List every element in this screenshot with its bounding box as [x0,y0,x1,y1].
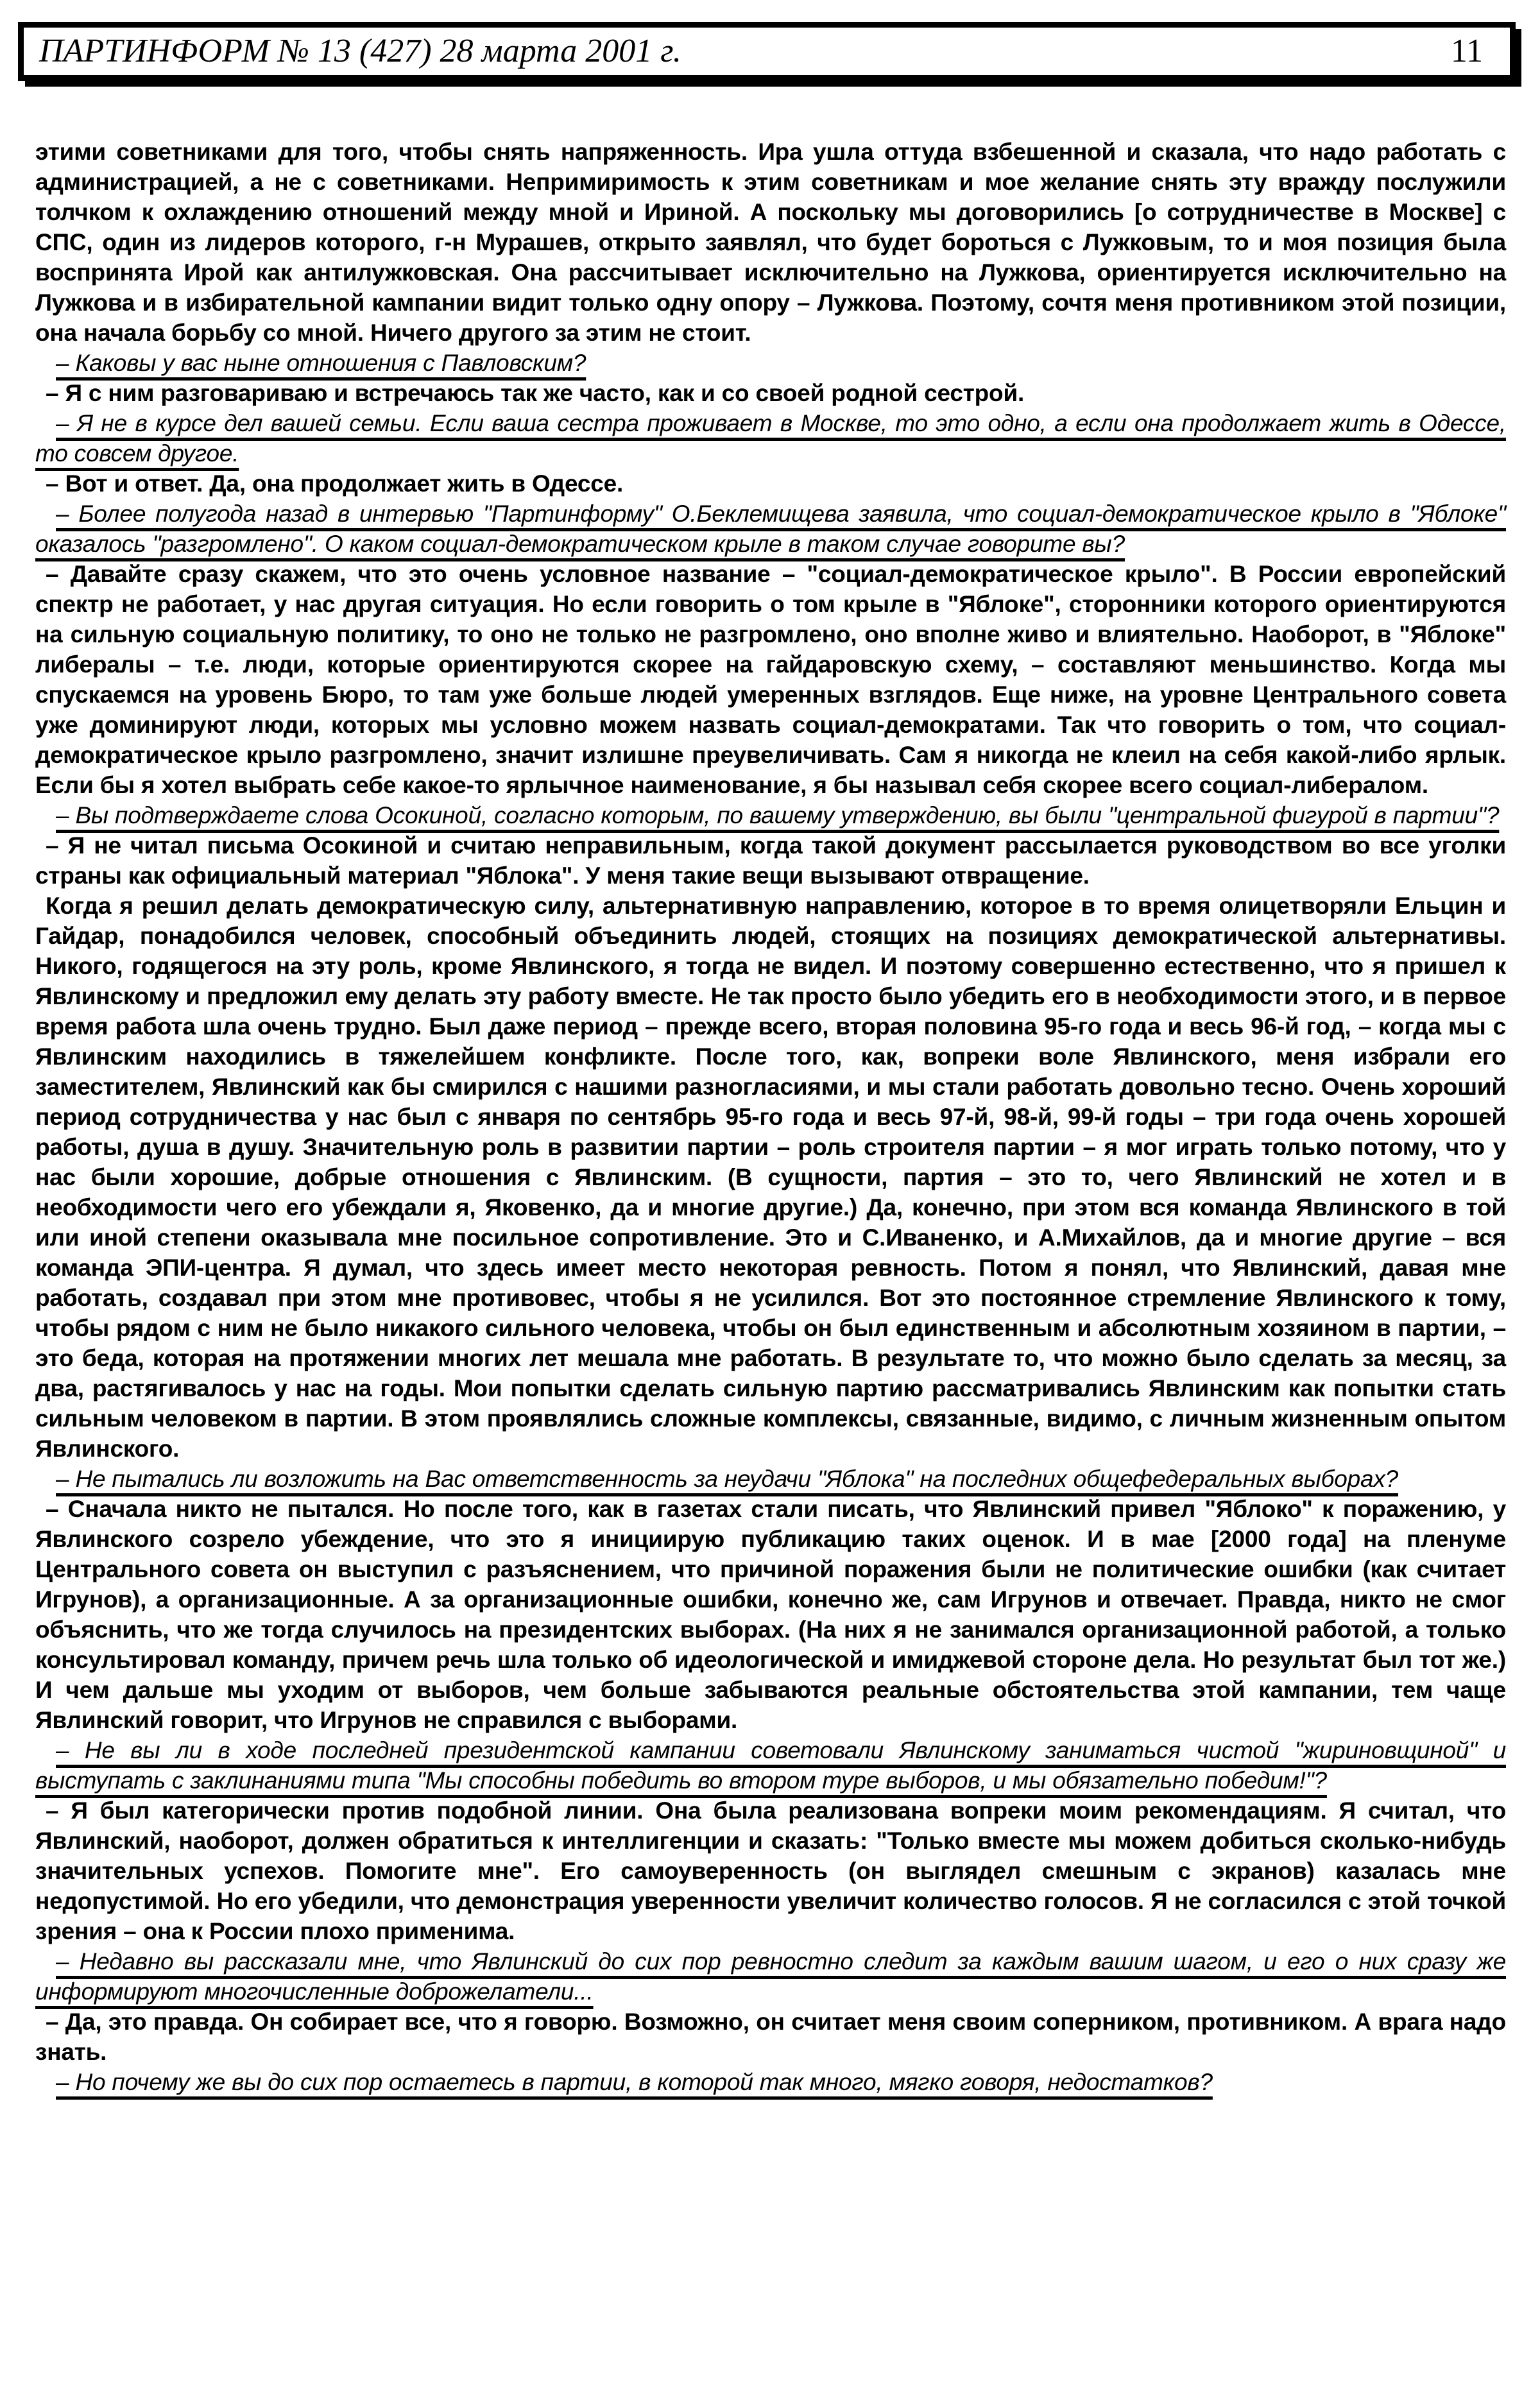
interview-question-2: – Я не в курсе дел вашей семьи. Если ваша сестра проживает в Москве, то это одно, а если она продолжает жить в Одессе, то совсем другое. [35,410,1506,467]
interview-answer-4b: Когда я решил делать демократическую силу, альтернативную направлению, которое в то время олицетворяли Ельцин и Гайдар, понадобился человек, способный объединить людей, стоящих на позициях демократической альтернативы. Никого, годящегося на эту роль, кроме Явлинского, я тогда не видел. И поэтому совершенно естественно, что я пришел к Явлинскому и предложил ему делать эту работу вместе. Не так просто было убедить его в необходимости этого, и в первое время работа шла очень трудно. Был даже период – прежде всего, вторая половина 95-го года и весь 96-й год, – когда мы с Явлинским находились в тяжелейшем конфликте. После того, как, вопреки воле Явлинского, меня избрали его заместителем, Явлинский как бы смирился с нашими разногласиями, и мы стали работать довольно тесно. Очень хороший период сотрудничества у нас был с января по сентябрь 95-го года и весь 97-й, 98-й, 99-й годы – три года очень хорошей работы, душа в душу. Значительную роль в развитии партии – роль строителя партии – я мог играть только потому, что у нас были хорошие, добрые отношения с Явлинским. (В сущности, партия – это то, чего Явлинский не хотел и в необходимости чего его убеждали я, Яковенко, да и многие другие.) Да, конечно, при этом вся команда Явлинского в той или иной степени оказывала мне посильное сопротивление. Это и С.Иваненко, и А.Михайлов, да и многие другие – вся команда ЭПИ-центра. Я думал, что здесь имеет место некоторая ревность. Потом я понял, что Явлинский, давая мне работать, создавал при этом мне противовес, чтобы я не усилился. Вот это постоянное стремление Явлинского к тому, чтобы рядом с ним не было никакого сильного человека, чтобы он был единственным и абсолютным хозяином в партии, – это беда, которая на протяжении многих лет мешала мне работать. В результате то, что можно было сделать за месяц, за два, растягивалось у нас на годы. Мои попытки сделать сильную партию рассматривались Явлинским как попытки стать сильным человеком в партии. В этом проявлялись сложные комплексы, связанные, видимо, с личным жизненным опытом Явлинского. [35,893,1506,1462]
article-body [35,137,1506,2097]
interview-answer-2: – Вот и ответ. Да, она продолжает жить в Одессе. [46,470,624,497]
interview-answer-continuation: этими советниками для того, чтобы снять напряженность. Ира ушла оттуда взбешенной и сказала, что надо работать с администрацией, а не с советниками. Непримиримость к этим советникам и мое желание снять эту вражду послужили толчком к охлаждению отношений между мной и Ириной. А поскольку мы договорились [о сотрудничестве в Москве] с СПС, один из лидеров которого, г-н Мурашев, открыто заявлял, что будет бороться с Лужковым, то и моя позиция была воспринята Ирой как антилужковская. Она рассчитывает исключительно на Лужкова, ориентируется исключительно на Лужкова и в избирательной кампании видит только одну опору – Лужкова. Поэтому, сочтя меня противником этой позиции, она начала борьбу со мной. Ничего другого за этим не стоит. [35,139,1506,346]
interview-question-4: – Вы подтверждаете слова Осокиной, согласно которым, по вашему утверждению, вы были "центральной фигурой в партии"? [56,802,1500,828]
interview-question-1: – Каковы у вас ныне отношения с Павловским? [56,350,586,376]
interview-answer-6: – Я был категорически против подобной линии. Она была реализована вопреки моим рекомендациям. Я считал, что Явлинский, наоборот, должен обратиться к интеллигенции и сказать: "Только вместе мы можем добиться сколько-нибудь значительных успехов. Помогите мне". Его самоуверенность (он выглядел смешным с экранов) казалась мне недопустимой. Но его убедили, что демонстрация уверенности увеличит количество голосов. Я не согласился с этой точкой зрения – она к России плохо применима. [35,1797,1506,1944]
interview-question-7: – Недавно вы рассказали мне, что Явлинский до сих пор ревностно следит за каждым вашим шагом, и его о них сразу же информируют многочисленные доброжелатели... [35,1948,1506,2005]
interview-answer-5: – Сначала никто не пытался. Но после того, как в газетах стали писать, что Явлинский привел "Яблоко" к поражению, у Явлинского созрело убеждение, что это я инициирую публикацию таких оценок. И в мае [2000 года] на пленуме Центрального совета он выступил с разъяснением, что причиной поражения были не политические ошибки (как считает Игрунов), а организационные. А за организационные ошибки, конечно же, сам Игрунов и отвечает. Правда, никто не смог объяснить, что же тогда случилось на президентских выборах. (На них я не занимался организационной работой, а только консультировал команду, причем речь шла только об идеологической и имиджевой стороне дела. Но результат был тот же.) И чем дальше мы уходим от выборов, чем больше забываются реальные обстоятельства этой кампании, тем чаще Явлинский говорит, что Игрунов не справился с выборами. [35,1496,1506,1733]
interview-answer-4a: – Я не читал письма Осокиной и считаю неправильным, когда такой документ рассылается руководством во все уголки страны как официальный материал "Яблока". У меня такие вещи вызывают отвращение. [35,832,1506,889]
interview-question-8: – Но почему же вы до сих пор остаетесь в партии, в которой так много, мягко говоря, недостатков? [56,2069,1213,2095]
interview-question-3: – Более полугода назад в интервью "Партинформу" О.Беклемищева заявила, что социал-демократическое крыло в "Яблоке" оказалось "разгромлено". О каком социал-демократическом крыле в таком случае говорите вы? [35,501,1506,557]
interview-answer-1: – Я с ним разговариваю и встречаюсь так же часто, как и со своей родной сестрой. [46,380,1025,406]
page-header [18,22,1516,81]
interview-question-6: – Не вы ли в ходе последней президентской кампании советовали Явлинскому заниматься чистой "жириновщиной" и выступать с заклинаниями типа "Мы способны победить во втором туре выборов, и мы обязательно победим!"? [35,1737,1506,1794]
interview-answer-3: – Давайте сразу скажем, что это очень условное название – "социал-демократическое крыло". В России европейский спектр не работает, у нас другая ситуация. Но если говорить о том крыле в "Яблоке", сторонники которого ориентируются на сильную социальную политику, то оно не только не разгромлено, оно вполне живо и влиятельно. Наоборот, в "Яблоке" либералы – т.е. люди, которые ориентируются скорее на гайдаровскую схему, – составляют меньшинство. Когда мы спускаемся на уровень Бюро, то там уже больше людей умеренных взглядов. Еще ниже, на уровне Центрального совета уже доминируют люди, которых мы условно можем назвать социал-демократами. Так что говорить о том, что социал-демократическое крыло разгромлено, значит излишне преувеличивать. Сам я никогда не клеил на себя какой-либо ярлык. Если бы я хотел выбрать себе какое-то ярлычное наименование, я бы называл себя скорее всего социал-либералом. [35,561,1506,798]
interview-answer-7: – Да, это правда. Он собирает все, что я говорю. Возможно, он считает меня своим соперником, противником. А врага надо знать. [35,2009,1506,2065]
interview-question-5: – Не пытались ли возложить на Вас ответственность за неудачи "Яблока" на последних общефедеральных выборах? [56,1466,1399,1492]
bulletin-title: ПАРТИНФОРМ № 13 (427) 28 марта 2001 г. [39,33,681,69]
page-number: 11 [1450,33,1483,69]
